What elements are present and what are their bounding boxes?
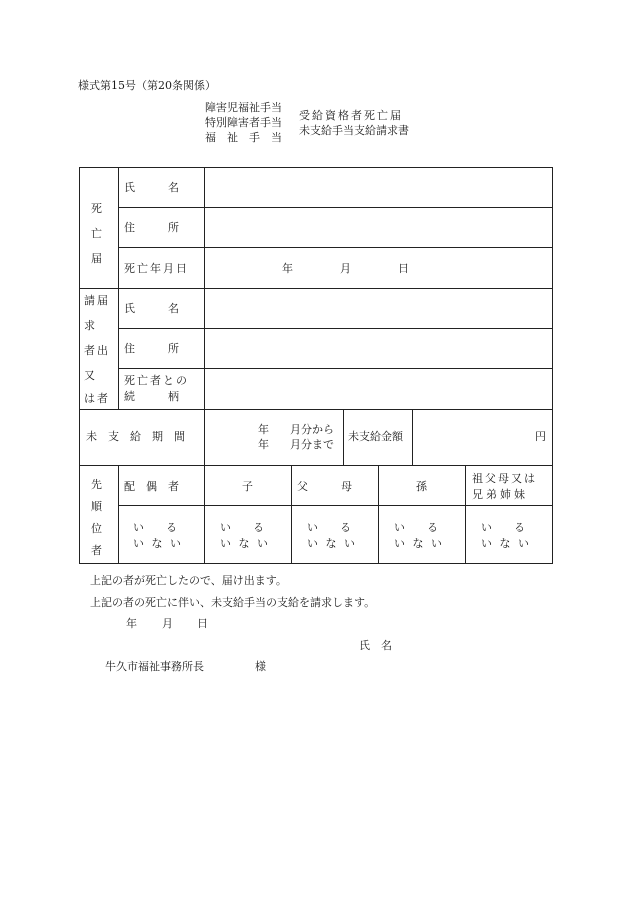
col-others-1: 祖父母又は bbox=[472, 472, 537, 485]
col-grandchild: 孫 bbox=[416, 480, 427, 493]
deceased-section-label: 死亡届 bbox=[91, 202, 102, 265]
death-date-day: 日 bbox=[398, 262, 409, 275]
relation-label-2: 続 柄 bbox=[124, 390, 179, 403]
name-label: 氏 名 bbox=[124, 181, 179, 194]
form-number: 様式第15号（第20条関係） bbox=[78, 79, 216, 92]
statement-2: 上記の者の死亡に伴い、未支給手当の支給を請求します。 bbox=[90, 596, 376, 609]
others-exists[interactable]: い る bbox=[481, 521, 525, 534]
requester-address-label: 住 所 bbox=[124, 342, 179, 355]
title-right-2: 未支給手当支給請求書 bbox=[299, 124, 409, 137]
requester-label-1: 請届 bbox=[84, 294, 110, 307]
amount-label: 未支給金額 bbox=[348, 430, 403, 443]
priority-section-label: 先順位者 bbox=[91, 478, 102, 557]
addressee: 牛久市福祉事務所長 bbox=[105, 660, 204, 673]
relation-label-1: 死亡者との bbox=[124, 374, 189, 387]
spouse-exists[interactable]: い る bbox=[133, 521, 177, 534]
period-from: 月分から bbox=[290, 423, 334, 436]
title-left-3: 福 祉 手 当 bbox=[205, 131, 282, 144]
requester-label-4: 又 bbox=[84, 369, 95, 382]
father-exists[interactable]: い る bbox=[307, 521, 351, 534]
child-exists[interactable]: い る bbox=[220, 521, 264, 534]
requester-label-2: 求 bbox=[84, 319, 95, 332]
col-father: 父 母 bbox=[297, 480, 352, 493]
col-spouse: 配 偶 者 bbox=[124, 480, 179, 493]
requester-label-3: 者出 bbox=[84, 344, 110, 357]
spouse-not-exists[interactable]: い な い bbox=[133, 537, 183, 550]
death-date-year: 年 bbox=[282, 262, 293, 275]
col-others-2: 兄弟姉妹 bbox=[472, 488, 528, 501]
period-to-year: 年 bbox=[258, 438, 269, 451]
amount-unit: 円 bbox=[535, 430, 546, 443]
honorific: 様 bbox=[255, 660, 266, 673]
period-label: 未 支 給 期 間 bbox=[86, 430, 185, 443]
child-not-exists[interactable]: い な い bbox=[220, 537, 270, 550]
father-not-exists[interactable]: い な い bbox=[307, 537, 357, 550]
death-date-month: 月 bbox=[340, 262, 351, 275]
death-date-label: 死亡年月日 bbox=[124, 262, 189, 275]
others-not-exists[interactable]: い な い bbox=[481, 537, 531, 550]
title-right-1: 受給資格者死亡届 bbox=[299, 109, 403, 122]
statement-1: 上記の者が死亡したので、届け出ます。 bbox=[90, 574, 287, 587]
requester-label-5: は者 bbox=[84, 392, 110, 405]
period-to: 月分まで bbox=[290, 438, 334, 451]
address-label: 住 所 bbox=[124, 221, 179, 234]
title-left-1: 障害児福祉手当 bbox=[205, 101, 282, 114]
requester-name-label: 氏 名 bbox=[124, 302, 179, 315]
grandchild-exists[interactable]: い る bbox=[394, 521, 438, 534]
col-child: 子 bbox=[242, 480, 253, 493]
period-from-year: 年 bbox=[258, 423, 269, 436]
sign-date-day: 日 bbox=[197, 617, 208, 630]
grandchild-not-exists[interactable]: い な い bbox=[394, 537, 444, 550]
sign-date-year: 年 bbox=[126, 617, 137, 630]
title-left-2: 特別障害者手当 bbox=[205, 116, 282, 129]
sign-date-month: 月 bbox=[162, 617, 173, 630]
signer-name-label: 氏 名 bbox=[359, 639, 392, 652]
